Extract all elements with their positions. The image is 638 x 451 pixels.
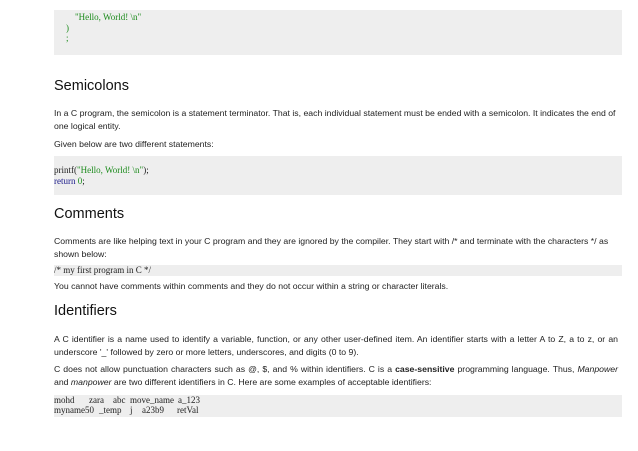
emphasis-italic: manpower (70, 377, 112, 387)
comments-note: You cannot have comments within comments and they do not occur within a string or character literals. (54, 281, 449, 291)
example-identifier: zara (89, 395, 104, 405)
code-punct: ; (82, 175, 85, 186)
code-line (54, 12, 622, 23)
example-identifier: a23b9 (142, 405, 164, 415)
code-line (54, 33, 622, 44)
code-string: "Hello, World! \n" (77, 165, 144, 175)
code-function: printf( (54, 165, 77, 175)
identifier-examples (54, 395, 622, 417)
example-identifier: abc (113, 395, 126, 405)
code-line (54, 165, 622, 176)
examples-row (54, 395, 622, 405)
code-line (54, 176, 622, 187)
identifiers-paragraph: A C identifier is a name used to identify a variable, function, or any other user-defined item. An identifier starts with a letter A to Z, a to z, or an underscore '_' followed by zero or more letters, underscores, and digits (0 to 9). (54, 334, 618, 357)
example-identifier: myname50 (54, 405, 94, 415)
code-line (54, 23, 622, 34)
text-span: are two different identifiers in C. Here are some examples of acceptable identifiers: (111, 377, 432, 387)
heading-comments: Comments (54, 206, 125, 222)
code-comment: /* my first program in C */ (54, 265, 151, 275)
code-block-comment (54, 265, 622, 276)
code-block-statements (54, 156, 622, 195)
example-identifier: j (130, 405, 133, 415)
code-keyword: return (54, 175, 76, 186)
semicolons-intro: Given below are two different statements: (54, 139, 214, 149)
emphasis-italic: Manpower (577, 364, 618, 374)
semicolons-paragraph: In a C program, the semicolon is a statement terminator. That is, each individual statement must be ended with a semicolon. It indicates the end of one logical entity. (54, 108, 616, 131)
heading-identifiers: Identifiers (54, 303, 117, 319)
code-paren: ) (66, 22, 69, 33)
example-identifier: mohd (54, 395, 75, 405)
example-identifier: move_name (130, 395, 174, 405)
examples-row (54, 405, 622, 415)
comments-paragraph: Comments are like helping text in your C program and they are ignored by the compiler. They start with /* and terminate with the characters */ as shown below: (54, 236, 609, 259)
code-number: 0 (77, 175, 83, 186)
example-identifier: a_123 (178, 395, 200, 405)
emphasis-bold: case-sensitive (395, 364, 455, 374)
heading-semicolons: Semicolons (54, 78, 129, 94)
code-punct: ); (143, 165, 149, 175)
text-span: programming language. Thus, (454, 364, 578, 374)
code-block-hello (54, 10, 622, 55)
code-semicolon: ; (66, 33, 69, 43)
text-span: C does not allow punctuation characters such as @, $, and % within identifiers. C is a (54, 364, 396, 374)
example-identifier: _temp (99, 405, 122, 415)
text-span: and (54, 377, 71, 387)
code-string: "Hello, World! \n" (75, 12, 142, 22)
example-identifier: retVal (177, 405, 199, 415)
identifiers-rules (54, 363, 618, 389)
